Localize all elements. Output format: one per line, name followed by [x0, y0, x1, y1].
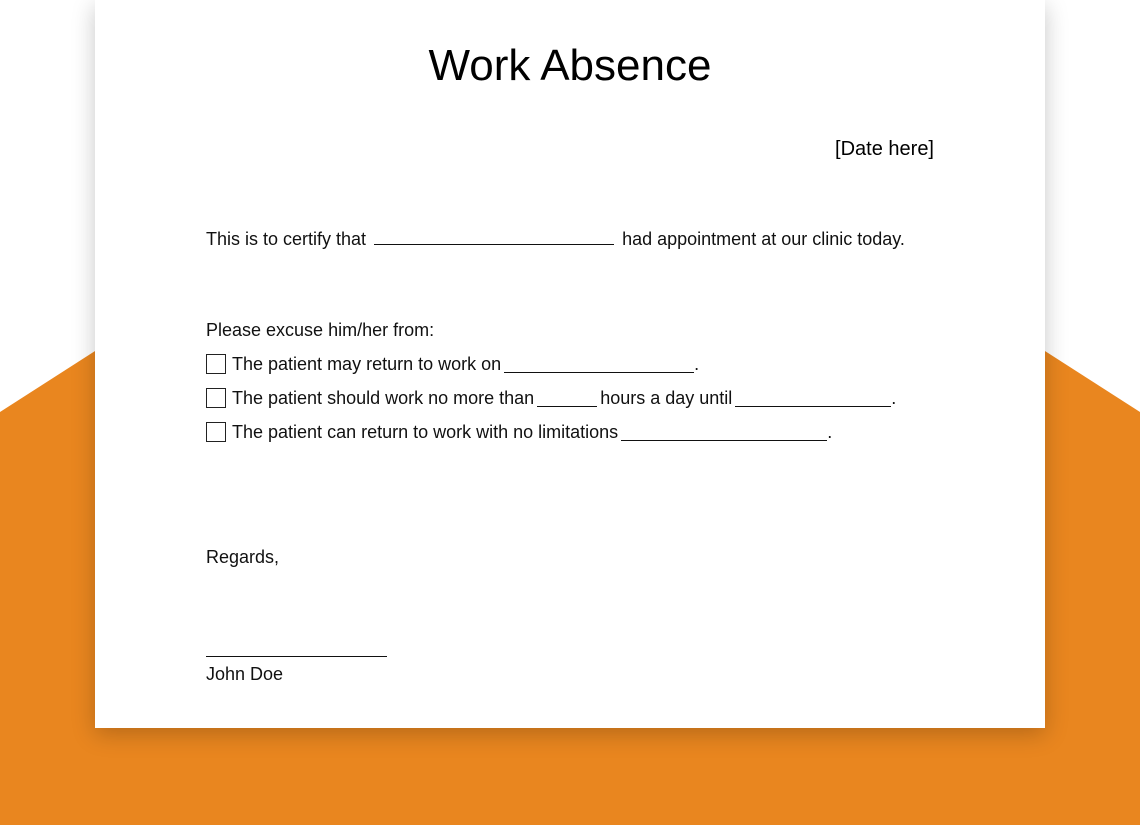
no-limitations-blank[interactable] [621, 424, 827, 441]
signature-line[interactable] [206, 656, 387, 657]
option-no-limitations [206, 421, 832, 443]
date-placeholder: [Date here] [835, 138, 934, 160]
option-3-text: The patient can return to work with no limitations [232, 422, 619, 442]
option-3-checkbox[interactable] [206, 422, 226, 442]
document-title: Work Absence [428, 41, 712, 90]
option-3-period: . [827, 422, 833, 442]
option-2-text-middle: hours a day until [600, 388, 733, 408]
option-limited-hours [206, 387, 896, 409]
option-1-text: The patient may return to work on [232, 354, 502, 374]
option-1-checkbox[interactable] [206, 354, 226, 374]
patient-name-blank[interactable] [374, 228, 614, 245]
document-page [95, 0, 1045, 728]
option-2-checkbox[interactable] [206, 388, 226, 408]
until-date-blank[interactable] [735, 390, 891, 407]
hours-blank[interactable] [537, 390, 597, 407]
certify-text-start: This is to certify that [206, 229, 367, 249]
return-date-blank[interactable] [504, 356, 694, 373]
signer-name: John Doe [206, 664, 284, 684]
option-return-on-date [206, 353, 699, 375]
closing-regards: Regards, [206, 547, 280, 567]
option-1-period: . [694, 354, 700, 374]
certify-statement [206, 228, 905, 250]
option-2-period: . [891, 388, 897, 408]
excuse-heading: Please excuse him/her from: [206, 320, 435, 340]
certify-text-end: had appointment at our clinic today. [622, 229, 905, 249]
option-2-text: The patient should work no more than [232, 388, 535, 408]
